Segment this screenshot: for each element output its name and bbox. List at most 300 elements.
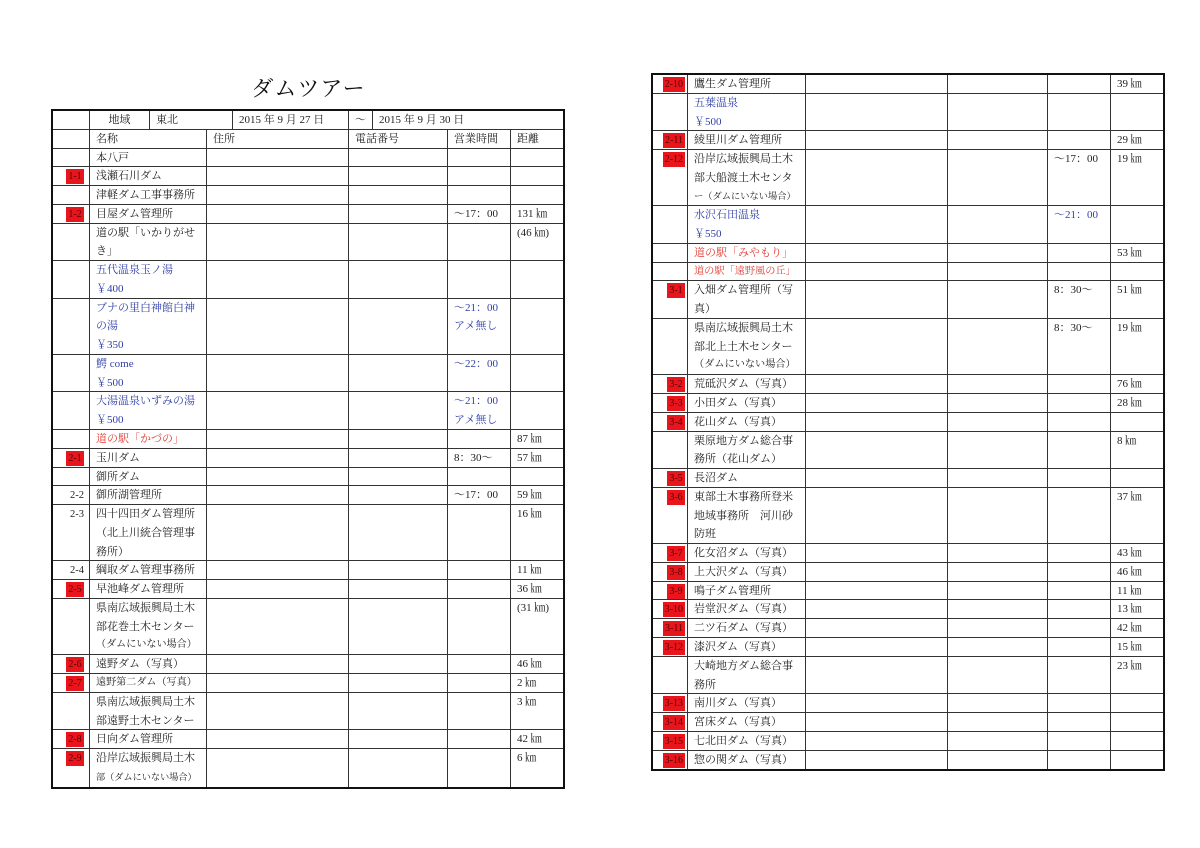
date-from: 2015 年 9 月 27 日 (233, 111, 349, 129)
phone-cell (948, 694, 1048, 712)
name-cell (90, 693, 207, 730)
distance-cell (1111, 263, 1163, 281)
name-line: 大湯温泉いずみの湯 (96, 395, 195, 408)
number-cell (653, 619, 688, 637)
table-row (53, 299, 563, 355)
phone-cell (349, 261, 448, 298)
address-cell (806, 263, 948, 281)
name-line: ￥500 (96, 376, 124, 389)
name-line: の湯 (96, 320, 118, 333)
hours-cell (1048, 75, 1111, 93)
name-cell (90, 186, 207, 204)
name-line: 四十四田ダム管理所 (96, 508, 195, 521)
name-line: ￥500 (694, 115, 722, 128)
hours-line: 8：30～ (454, 451, 493, 464)
table-row (53, 149, 563, 168)
phone-cell (349, 561, 448, 579)
table-row (653, 751, 1163, 770)
address-cell (207, 599, 349, 654)
table-row (653, 131, 1163, 150)
hours-line: 8：30～ (1054, 284, 1093, 297)
address-cell (207, 730, 349, 748)
name-line: （ダムにいない場合） (694, 359, 796, 371)
name-cell (688, 694, 806, 712)
name-cell (688, 281, 806, 318)
hours-cell (1048, 638, 1111, 656)
distance-value: 3 ㎞ (517, 695, 537, 708)
distance-cell (511, 580, 563, 598)
name-cell (90, 505, 207, 560)
number-cell (53, 655, 90, 673)
distance-cell (511, 693, 563, 730)
table-row (53, 655, 563, 674)
name-line: ブナの里白神館白神 (96, 301, 195, 314)
hours-cell (1048, 469, 1111, 487)
table-row (53, 355, 563, 393)
table-row (653, 488, 1163, 544)
hours-line: ～21：00 (1054, 209, 1098, 222)
hours-cell (448, 299, 511, 354)
phone-cell (948, 281, 1048, 318)
distance-cell (511, 655, 563, 673)
name-cell (90, 730, 207, 748)
address-cell (806, 619, 948, 637)
hours-cell (1048, 263, 1111, 281)
number-cell (53, 599, 90, 654)
name-line: 鷹生ダム管理所 (694, 78, 771, 90)
name-cell (688, 469, 806, 487)
name-cell (688, 657, 806, 694)
stop-number-badge: 3-14 (664, 717, 683, 729)
name-line: 御所ダム (96, 470, 140, 483)
distance-cell (1111, 563, 1163, 581)
address-cell (806, 638, 948, 656)
name-cell (688, 150, 806, 205)
distance-cell (511, 486, 563, 504)
name-cell (688, 732, 806, 750)
phone-cell (349, 693, 448, 730)
distance-cell (1111, 600, 1163, 618)
distance-cell (1111, 544, 1163, 562)
name-cell (90, 749, 207, 787)
name-cell (688, 713, 806, 731)
name-cell (688, 394, 806, 412)
distance-cell (511, 505, 563, 560)
hours-cell (448, 655, 511, 673)
number-cell (653, 638, 688, 656)
phone-cell (948, 619, 1048, 637)
name-line: ￥500 (96, 414, 124, 427)
stop-number-badge: 3-16 (664, 754, 683, 766)
table-row (653, 375, 1163, 394)
address-cell (806, 150, 948, 205)
distance-cell (511, 355, 563, 392)
name-line: 県南広域振興局土木 (96, 695, 195, 708)
region-value: 東北 (150, 111, 233, 129)
hours-cell (448, 693, 511, 730)
phone-cell (948, 94, 1048, 131)
name-cell (688, 131, 806, 149)
distance-cell (511, 449, 563, 467)
number-cell (53, 355, 90, 392)
phone-cell (349, 224, 448, 261)
number-cell (653, 244, 688, 262)
hours-line: ～17：00 (454, 489, 498, 502)
name-cell (688, 638, 806, 656)
name-line: 綾里川ダム管理所 (694, 134, 782, 147)
name-line: 部（ダムにいない場合） (96, 771, 197, 782)
table-row (53, 580, 563, 599)
table-row (653, 394, 1163, 413)
name-line: 長沼ダム (694, 472, 738, 485)
number-cell (653, 150, 688, 205)
table-row (653, 244, 1163, 263)
name-line: 道の駅「かづの」 (96, 433, 184, 446)
phone-cell (349, 486, 448, 504)
column-header-hours: 営業時間 (448, 130, 511, 148)
name-line: 小田ダム（写真） (694, 397, 782, 410)
hours-cell (448, 205, 511, 223)
address-cell (207, 505, 349, 560)
table-row (653, 263, 1163, 282)
phone-cell (948, 150, 1048, 205)
name-line: 玉川ダム (96, 451, 140, 464)
name-line: 務所（花山ダム） (694, 453, 782, 466)
stop-number-badge: 1-1 (66, 169, 84, 184)
hours-line: アメ無し (454, 414, 498, 427)
address-cell (806, 94, 948, 131)
distance-value: 57 ㎞ (517, 451, 542, 464)
column-header-name: 名称 (90, 130, 207, 148)
name-cell (688, 244, 806, 262)
name-cell (688, 375, 806, 393)
address-cell (207, 449, 349, 467)
address-cell (207, 149, 349, 167)
phone-cell (948, 394, 1048, 412)
hours-cell (1048, 413, 1111, 431)
header-row-region-dates (53, 111, 563, 130)
address-cell (207, 261, 349, 298)
hours-cell (1048, 94, 1111, 131)
table-row (653, 281, 1163, 319)
address-cell (207, 486, 349, 504)
table-row (53, 468, 563, 487)
name-line: 日向ダム管理所 (96, 733, 173, 746)
phone-cell (948, 469, 1048, 487)
hours-cell (1048, 150, 1111, 205)
name-line: ￥400 (96, 282, 124, 295)
number-cell (653, 544, 688, 562)
name-line: 栗原地方ダム総合事 (694, 434, 793, 447)
distance-value: 51 ㎞ (1117, 284, 1142, 297)
number-cell (653, 206, 688, 243)
number-cell (653, 600, 688, 618)
number-cell (53, 167, 90, 185)
distance-cell (511, 730, 563, 748)
hours-cell (1048, 582, 1111, 600)
distance-value: 15 ㎞ (1117, 640, 1142, 653)
distance-cell (1111, 319, 1163, 374)
number-cell (53, 561, 90, 579)
stop-number-badge: 3-8 (667, 565, 685, 580)
distance-cell (511, 674, 563, 692)
hours-cell (1048, 244, 1111, 262)
name-line: 地域事務所 河川砂 (694, 509, 793, 522)
distance-value: 11 ㎞ (517, 564, 542, 577)
address-cell (207, 430, 349, 448)
column-header-number (53, 130, 90, 148)
phone-cell (349, 730, 448, 748)
distance-cell (1111, 694, 1163, 712)
distance-cell (1111, 582, 1163, 600)
phone-cell (948, 319, 1048, 374)
hours-cell (448, 149, 511, 167)
name-cell (90, 355, 207, 392)
distance-value: 13 ㎞ (1117, 603, 1142, 616)
name-line: 上大沢ダム（写真） (694, 565, 793, 578)
stop-number-badge: 3-13 (664, 698, 683, 710)
name-cell (90, 674, 207, 692)
header-blank-cell (53, 111, 90, 129)
name-cell (90, 599, 207, 654)
phone-cell (349, 205, 448, 223)
hours-cell (448, 355, 511, 392)
number-cell (53, 730, 90, 748)
distance-cell (1111, 469, 1163, 487)
number-cell (53, 693, 90, 730)
stop-number-badge: 2-9 (66, 751, 84, 766)
column-header-distance: 距離 (517, 132, 539, 145)
phone-cell (948, 131, 1048, 149)
distance-cell (1111, 657, 1163, 694)
number-cell (653, 394, 688, 412)
number-cell (653, 732, 688, 750)
hours-cell (1048, 563, 1111, 581)
name-cell (90, 449, 207, 467)
name-line: 道の駅「いかりがせ (96, 226, 195, 239)
distance-cell (511, 299, 563, 354)
distance-cell (511, 468, 563, 486)
name-line: 沿岸広域振興局土木 (96, 752, 195, 765)
distance-value: 46 ㎞ (517, 658, 542, 671)
stop-number-badge: 3-12 (664, 641, 683, 653)
name-line: 七北田ダム（写真） (694, 734, 793, 747)
phone-cell (349, 392, 448, 429)
name-line: 五代温泉玉ノ湯 (96, 264, 173, 277)
stop-number: 2-3 (70, 509, 84, 521)
name-line: 務所） (96, 545, 129, 558)
stop-number-badge: 3-2 (667, 377, 685, 392)
table-row (53, 486, 563, 505)
address-cell (806, 713, 948, 731)
distance-value: 23 ㎞ (1117, 659, 1142, 672)
stop-number-badge: 2-12 (664, 154, 683, 166)
address-cell (806, 319, 948, 374)
address-cell (806, 206, 948, 243)
distance-value: 28 ㎞ (1117, 397, 1142, 410)
distance-value: 42 ㎞ (1117, 622, 1142, 635)
number-cell (653, 281, 688, 318)
name-cell (90, 580, 207, 598)
table-row (653, 94, 1163, 132)
table-row (653, 319, 1163, 375)
address-cell (806, 657, 948, 694)
distance-value: 19 ㎞ (1117, 153, 1142, 166)
name-line: 五葉温泉 (694, 96, 738, 109)
phone-cell (349, 674, 448, 692)
hours-cell (1048, 600, 1111, 618)
hours-line: ～17：00 (1054, 153, 1098, 166)
phone-cell (349, 505, 448, 560)
address-cell (207, 561, 349, 579)
table-row (653, 150, 1163, 206)
distance-cell (1111, 638, 1163, 656)
distance-value: 37 ㎞ (1117, 490, 1142, 503)
hours-cell (448, 224, 511, 261)
distance-cell (1111, 488, 1163, 543)
address-cell (207, 655, 349, 673)
address-cell (806, 582, 948, 600)
phone-cell (948, 582, 1048, 600)
stop-number-badge: 2-5 (66, 582, 84, 597)
distance-value: 131 ㎞ (517, 207, 548, 220)
distance-cell (1111, 131, 1163, 149)
address-cell (806, 751, 948, 770)
distance-cell (511, 599, 563, 654)
address-cell (207, 674, 349, 692)
number-cell (653, 413, 688, 431)
hours-cell (1048, 619, 1111, 637)
hours-line: アメ無し (454, 320, 498, 333)
table-row (653, 413, 1163, 432)
name-cell (90, 486, 207, 504)
itinerary-table-right (651, 73, 1165, 771)
name-cell (688, 751, 806, 770)
address-cell (806, 131, 948, 149)
stop-number-badge: 3-9 (667, 584, 685, 599)
distance-value: 8 ㎞ (1117, 434, 1137, 447)
distance-value: 59 ㎞ (517, 489, 542, 502)
number-cell (53, 392, 90, 429)
distance-cell (1111, 432, 1163, 469)
address-cell (207, 224, 349, 261)
hours-cell (448, 167, 511, 185)
name-cell (90, 430, 207, 448)
name-cell (90, 655, 207, 673)
number-cell (653, 263, 688, 281)
distance-cell (511, 430, 563, 448)
phone-cell (948, 713, 1048, 731)
name-cell (688, 94, 806, 131)
distance-cell (1111, 413, 1163, 431)
address-cell (806, 488, 948, 543)
address-cell (207, 580, 349, 598)
distance-value: 42 ㎞ (517, 733, 542, 746)
name-line: ー（ダムにいない場合） (694, 191, 796, 202)
phone-cell (948, 75, 1048, 93)
page-title: ダムツアー (251, 76, 366, 101)
phone-cell (948, 732, 1048, 750)
column-header-address: 住所 (207, 130, 349, 148)
address-cell (207, 468, 349, 486)
hours-cell (448, 261, 511, 298)
name-line: 津軽ダム工事事務所 (96, 189, 195, 202)
hours-cell (1048, 544, 1111, 562)
stop-number-badge: 1-2 (66, 207, 84, 222)
address-cell (806, 432, 948, 469)
hours-cell (448, 561, 511, 579)
number-cell (53, 468, 90, 486)
name-line: 遠野ダム（写真） (96, 658, 184, 671)
name-cell (90, 468, 207, 486)
distance-cell (511, 186, 563, 204)
hours-cell (1048, 732, 1111, 750)
name-line: 南川ダム（写真） (694, 697, 782, 710)
table-row (653, 600, 1163, 619)
name-line: 部花巻土木センター (96, 620, 195, 633)
name-cell (90, 299, 207, 354)
hours-cell (1048, 751, 1111, 770)
number-cell (653, 751, 688, 770)
name-line: 花山ダム（写真） (694, 415, 782, 428)
number-cell (53, 580, 90, 598)
distance-value: 36 ㎞ (517, 583, 542, 596)
name-cell (90, 149, 207, 167)
hours-cell (448, 468, 511, 486)
number-cell (53, 205, 90, 223)
hours-cell (448, 449, 511, 467)
hours-line: 8：30～ (1054, 321, 1093, 334)
phone-cell (948, 206, 1048, 243)
distance-cell (1111, 732, 1163, 750)
date-separator: ～ (349, 111, 373, 129)
table-row (653, 544, 1163, 563)
table-row (53, 449, 563, 468)
distance-value: 6 ㎞ (517, 752, 537, 765)
name-cell (688, 544, 806, 562)
table-row (53, 186, 563, 205)
number-cell (653, 657, 688, 694)
address-cell (806, 694, 948, 712)
address-cell (806, 563, 948, 581)
table-row (653, 694, 1163, 713)
number-cell (53, 505, 90, 560)
phone-cell (948, 375, 1048, 393)
distance-value: 29 ㎞ (1117, 134, 1142, 147)
hours-cell (448, 486, 511, 504)
stop-number-badge: 3-4 (667, 415, 685, 430)
name-line: ￥350 (96, 339, 124, 352)
table-row (53, 749, 563, 787)
name-line: 県南広域振興局土木 (96, 601, 195, 614)
name-line: 鰐 come (96, 357, 134, 370)
phone-cell (349, 430, 448, 448)
distance-value: 46 ㎞ (1117, 565, 1142, 578)
hours-cell (448, 430, 511, 448)
distance-value: 53 ㎞ (1117, 246, 1142, 259)
number-cell (653, 694, 688, 712)
name-cell (688, 319, 806, 374)
phone-cell (349, 186, 448, 204)
address-cell (806, 244, 948, 262)
distance-cell (511, 149, 563, 167)
name-cell (688, 600, 806, 618)
phone-cell (948, 563, 1048, 581)
hours-cell (1048, 394, 1111, 412)
distance-cell (511, 167, 563, 185)
name-cell (90, 167, 207, 185)
table-row (53, 599, 563, 655)
